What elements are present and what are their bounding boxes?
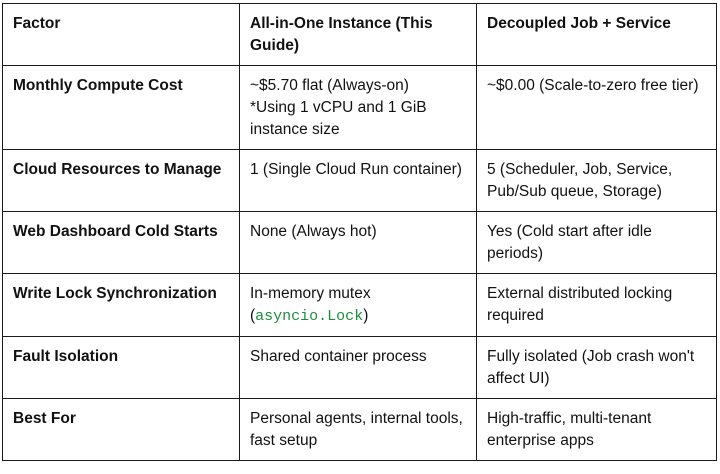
factor-cell: Fault Isolation	[3, 337, 240, 399]
all-in-one-cell: Shared container process	[240, 337, 477, 399]
header-factor: Factor	[3, 4, 240, 66]
lock-description: In-memory mutex	[250, 285, 371, 302]
table-row	[3, 337, 717, 399]
decoupled-cell: Fully isolated (Job crash won't affect UI)	[477, 337, 717, 399]
table-row	[3, 212, 717, 274]
factor-cell: Web Dashboard Cold Starts	[3, 212, 240, 274]
decoupled-cell: External distributed locking required	[477, 274, 717, 337]
decoupled-cell: 5 (Scheduler, Job, Service, Pub/Sub queue, Storage)	[477, 150, 717, 212]
table-header-row	[3, 4, 717, 66]
all-in-one-cell: None (Always hot)	[240, 212, 477, 274]
all-in-one-cell: 1 (Single Cloud Run container)	[240, 150, 477, 212]
lock-code-line	[250, 305, 466, 328]
cost-value: ~$5.70 flat (Always-on)	[250, 77, 409, 94]
table-row	[3, 150, 717, 212]
decoupled-cell: High-traffic, multi-tenant enterprise apps	[477, 399, 717, 461]
factor-cell: Write Lock Synchronization	[3, 274, 240, 337]
all-in-one-cell	[240, 66, 477, 150]
table-row	[3, 66, 717, 150]
code-snippet: asyncio.Lock	[255, 308, 364, 325]
table-row	[3, 274, 717, 337]
open-paren: (	[250, 307, 256, 324]
all-in-one-cell: Personal agents, internal tools, fast setup	[240, 399, 477, 461]
all-in-one-cell	[240, 274, 477, 337]
factor-cell: Best For	[3, 399, 240, 461]
close-paren: )	[363, 307, 369, 324]
comparison-table-container	[2, 3, 717, 461]
cost-note: *Using 1 vCPU and 1 GiB instance size	[250, 99, 427, 138]
decoupled-cell: ~$0.00 (Scale-to-zero free tier)	[477, 66, 717, 150]
decoupled-cell: Yes (Cold start after idle periods)	[477, 212, 717, 274]
header-all-in-one: All-in-One Instance (This Guide)	[240, 4, 477, 66]
factor-cell: Cloud Resources to Manage	[3, 150, 240, 212]
comparison-table	[2, 3, 717, 461]
header-decoupled: Decoupled Job + Service	[477, 4, 717, 66]
table-row	[3, 399, 717, 461]
factor-cell: Monthly Compute Cost	[3, 66, 240, 150]
